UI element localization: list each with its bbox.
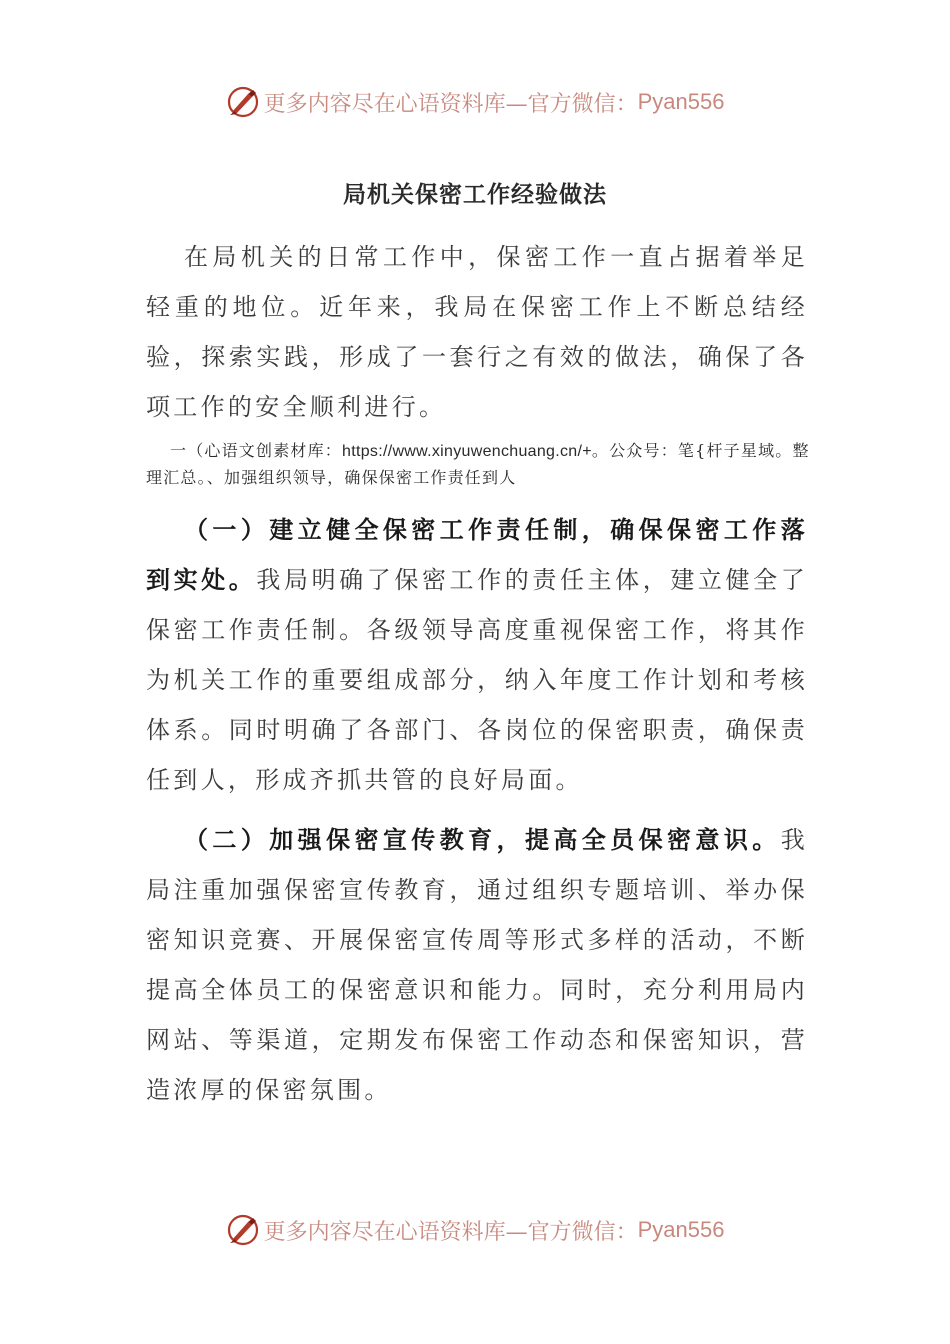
banner-wechat-id: Pyan556 [637, 1217, 725, 1242]
source-note-url: https://www.xinyuwenchuang.cn/+ [342, 443, 592, 460]
intro-paragraph: 在局机关的日常工作中，保密工作一直占据着举足轻重的地位。近年来，我局在保密工作上不断总结经验，探索实践，形成了一套行之有效的做法，确保了各项工作的安全顺利进行。 [146, 243, 808, 421]
pen-logo-icon [226, 1213, 260, 1247]
source-note-suffix: 。公众号：笔{杆子星域。整理汇总。、加强组织领导，确保保密工作责任到人 [146, 441, 810, 487]
section-1-body: 我局明确了保密工作的责任主体，建立健全了保密工作责任制。各级领导高度重视保密工作，将其作为机关工作的重要组成部分，纳入年度工作计划和考核体系。同时明确了各部门、各岗位的保密职责，确保责任到人，形成齐抓共管的良好局面。 [146, 566, 809, 794]
footer-banner [0, 1210, 950, 1250]
source-note-prefix: 一（心语文创素材库： [170, 441, 343, 460]
header-banner [0, 82, 950, 122]
section-2-heading: （二）加强保密宣传教育，提高全员保密意识。 [184, 825, 781, 854]
banner-text: 更多内容尽在心语资料库—官方微信： [263, 1219, 638, 1245]
section-1-paragraph [146, 505, 808, 805]
banner-text: 更多内容尽在心语资料库—官方微信： [263, 91, 638, 117]
section-2-body: 我局注重加强保密宣传教育，通过组织专题培训、举办保密知识竞赛、开展保密宣传周等形式多样的活动，不断提高全体员工的保密意识和能力。同时，充分利用局内网站、等渠道，定期发布保密工作动态和保密知识，营造浓厚的保密氛围。 [146, 826, 808, 1104]
section-1 [146, 505, 808, 805]
section-1-heading: （一）建立健全保密工作责任制，确保保密工作落到实处。 [146, 515, 808, 594]
pen-logo-icon [226, 85, 260, 119]
section-2 [146, 815, 808, 1115]
document-title: 局机关保密工作经验做法 [343, 181, 607, 208]
section-2-paragraph [146, 815, 808, 1115]
source-note [146, 438, 816, 491]
intro-paragraph-block [146, 232, 808, 432]
banner-wechat-id: Pyan556 [637, 89, 725, 114]
